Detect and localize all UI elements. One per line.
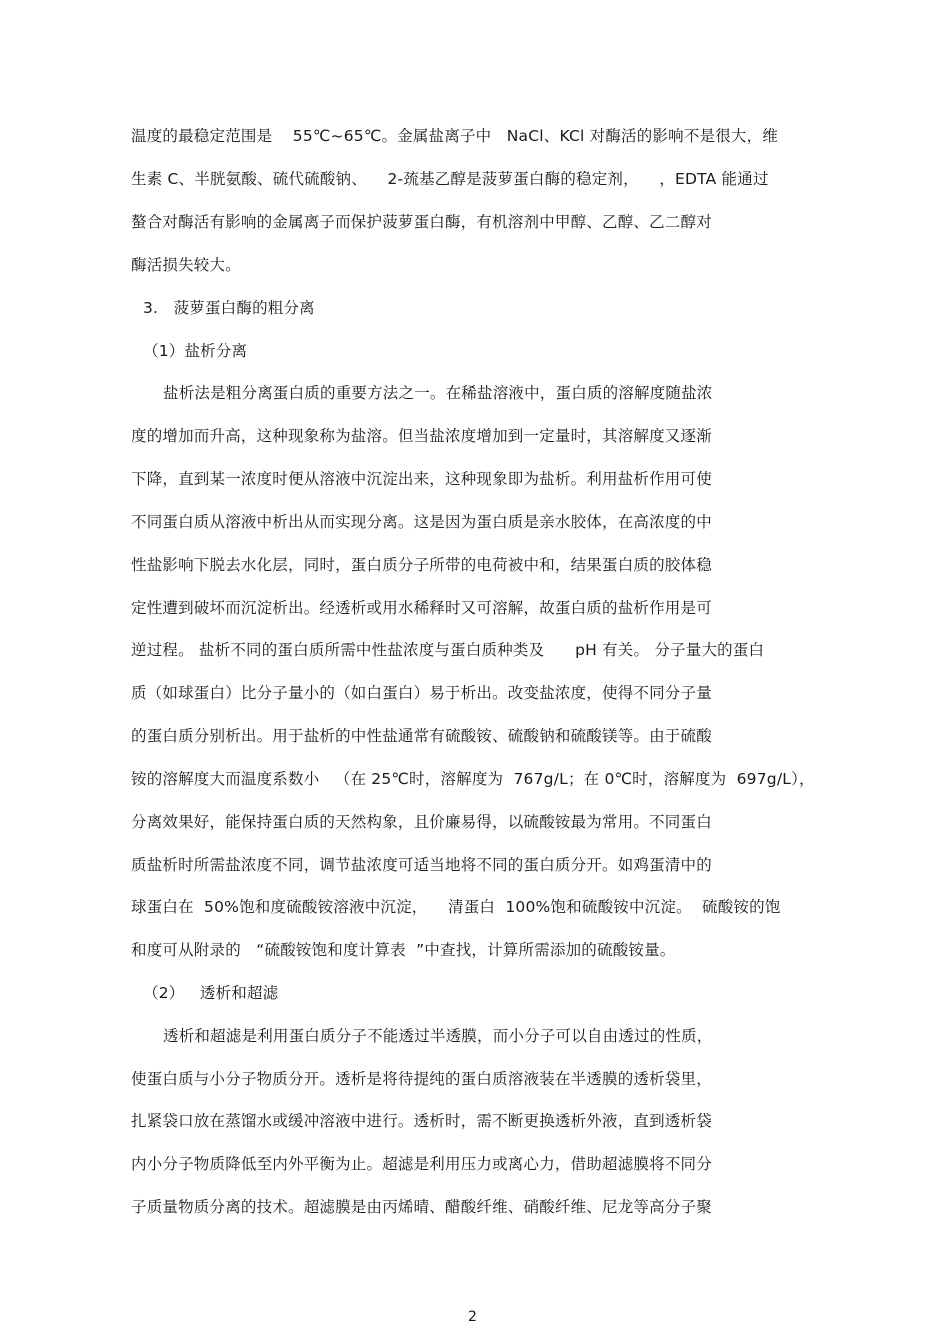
text-line: 的蛋白质分别析出。用于盐析的中性盐通常有硫酸铵、硫酸钠和硫酸镁等。由于硫酸 <box>131 727 712 745</box>
text-line: 下降，直到某一浓度时便从溶液中沉淀出来，这种现象即为盐析。利用盐析作用可使 <box>131 470 712 488</box>
text-line: 球蛋白在 50%饱和度硫酸铵溶液中沉淀， 清蛋白 100%饱和硫酸铵中沉淀。 硫酸铵的饱 <box>131 898 781 916</box>
subsection-heading: （1）盐析分离 <box>143 342 248 360</box>
section-heading: 3. 菠萝蛋白酶的粗分离 <box>143 299 315 317</box>
text-line: 和度可从附录的 “硫酸铵饱和度计算表 ”中查找，计算所需添加的硫酸铵量。 <box>131 941 676 959</box>
text-line: 铵的溶解度大而温度系数小 （在 25℃时，溶解度为 767g/L；在 0℃时，溶解度为 697g/L）， <box>131 770 815 788</box>
text-line: 分离效果好，能保持蛋白质的天然构象，且价廉易得，以硫酸铵最为常用。不同蛋白 <box>131 813 712 831</box>
text-line: 生素 C、半胱氨酸、硫代硫酸钠、 2-巯基乙醇是菠萝蛋白酶的稳定剂， ，EDTA 能通过 <box>131 170 769 188</box>
text-line: 盐析法是粗分离蛋白质的重要方法之一。在稀盐溶液中，蛋白质的溶解度随盐浓 <box>163 384 713 402</box>
text-line: 质（如球蛋白）比分子量小的（如白蛋白）易于析出。改变盐浓度，使得不同分子量 <box>131 684 712 702</box>
text-line: 酶活损失较大。 <box>131 256 241 274</box>
text-line: 定性遭到破坏而沉淀析出。经透析或用水稀释时又可溶解，故蛋白质的盐析作用是可 <box>131 599 712 617</box>
text-line: 温度的最稳定范围是 55℃~65℃。金属盐离子中 NaCl、KCl 对酶活的影响不是很大，维 <box>131 127 779 145</box>
text-line: 扎紧袋口放在蒸馏水或缓冲溶液中进行。透析时，需不断更换透析外液，直到透析袋 <box>131 1112 712 1130</box>
text-line: 使蛋白质与小分子物质分开。透析是将待提纯的蛋白质溶液装在半透膜的透析袋里， <box>131 1070 712 1088</box>
text-line: 透析和超滤是利用蛋白质分子不能透过半透膜，而小分子可以自由透过的性质， <box>163 1027 713 1045</box>
subsection-heading: （2） 透析和超滤 <box>143 984 279 1002</box>
text-line: 螯合对酶活有影响的金属离子而保护菠萝蛋白酶，有机溶剂中甲醇、乙醇、乙二醇对 <box>131 213 712 231</box>
text-line: 子质量物质分离的技术。超滤膜是由丙烯晴、醋酸纤维、硝酸纤维、尼龙等高分子聚 <box>131 1198 712 1216</box>
text-line: 质盐析时所需盐浓度不同，调节盐浓度可适当地将不同的蛋白质分开。如鸡蛋清中的 <box>131 856 712 874</box>
text-line: 不同蛋白质从溶液中析出从而实现分离。这是因为蛋白质是亲水胶体，在高浓度的中 <box>131 513 712 531</box>
text-line: 性盐影响下脱去水化层，同时，蛋白质分子所带的电荷被中和，结果蛋白质的胶体稳 <box>131 556 712 574</box>
text-line: 内小分子物质降低至内外平衡为止。超滤是利用压力或离心力，借助超滤膜将不同分 <box>131 1155 712 1173</box>
page-number: 2 <box>468 1309 477 1325</box>
text-line: 逆过程。 盐析不同的蛋白质所需中性盐浓度与蛋白质种类及 pH 有关。 分子量大的蛋白 <box>131 641 765 659</box>
text-line: 度的增加而升高，这种现象称为盐溶。但当盐浓度增加到一定量时，其溶解度又逐渐 <box>131 427 712 445</box>
